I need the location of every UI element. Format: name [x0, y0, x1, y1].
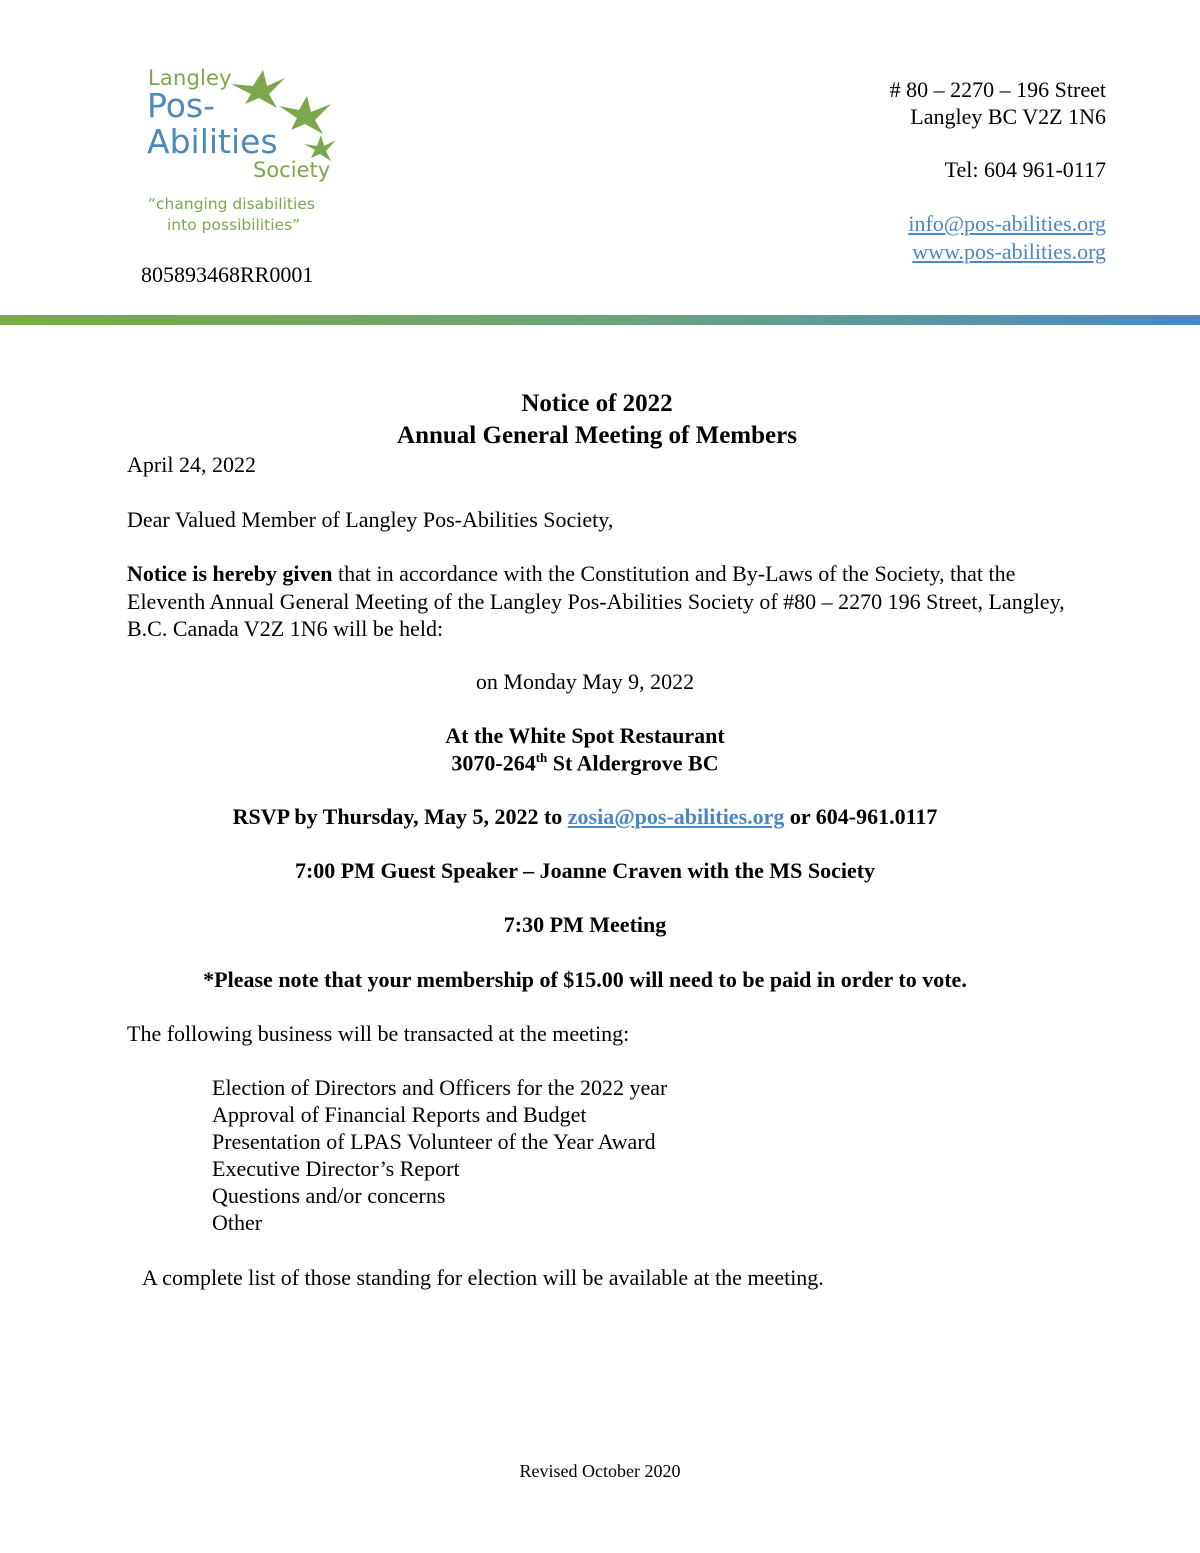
venue-line-1: At the White Spot Restaurant	[445, 723, 725, 748]
closing-statement: A complete list of those standing for election will be available at the meeting.	[142, 1265, 824, 1290]
meeting-date: on Monday May 9, 2022	[475, 669, 695, 694]
contact-links	[908, 210, 1106, 266]
venue-line-2	[0, 750, 1170, 776]
list-item: Election of Directors and Officers for the 2022 year	[212, 1075, 668, 1100]
guest-speaker: 7:00 PM Guest Speaker – Joanne Craven with the MS Society	[294, 858, 876, 883]
list-item: Executive Director’s Report	[212, 1156, 460, 1181]
membership-note: *Please note that your membership of $15.00 will need to be paid in order to vote.	[203, 967, 967, 992]
list-item: Other	[212, 1210, 263, 1235]
list-item: Questions and/or concerns	[212, 1183, 446, 1208]
venue-address-number: 3070-264	[451, 750, 536, 776]
logo-langley: Langley	[148, 66, 232, 90]
mailing-address	[890, 76, 1106, 130]
logo-tagline-2: into possibilities”	[167, 216, 301, 234]
society-logo	[145, 64, 345, 244]
logo-society: Society	[253, 158, 331, 182]
rsvp-line	[0, 804, 1170, 830]
rsvp-prefix: RSVP by Thursday, May 5, 2022 to	[232, 804, 568, 829]
bird-icon	[277, 94, 333, 136]
email-link[interactable]: info@pos-abilities.org	[908, 211, 1106, 236]
website-link[interactable]: www.pos-abilities.org	[912, 239, 1106, 264]
rsvp-email-link[interactable]: zosia@pos-abilities.org	[567, 804, 785, 829]
logo-tagline-1: “changing disabilities	[148, 195, 315, 213]
list-item: Approval of Financial Reports and Budget	[212, 1102, 587, 1127]
charity-number: 805893468RR0001	[141, 262, 314, 287]
telephone: Tel: 604 961-0117	[944, 157, 1106, 182]
intro-bold: Notice is hereby given	[127, 561, 333, 586]
intro-rest: that in accordance with the Constitution and By-Laws of the Society, that the Eleventh Annual General Meeting of the Langley Pos-Abilities Society of #80 – 2270 196 Street, Langley, B.C. Canada V2Z 1N6 will be held:	[127, 561, 1065, 641]
logo-pos: Pos-	[147, 86, 216, 125]
header-divider	[0, 315, 1200, 325]
notice-title-line-2: Annual General Meeting of Members	[397, 422, 797, 449]
intro-paragraph	[127, 560, 1087, 643]
meeting-time: 7:30 PM Meeting	[503, 912, 667, 937]
rsvp-suffix: or 604-961.0117	[784, 804, 938, 829]
bird-icon	[303, 134, 337, 162]
business-intro: The following business will be transacted at the meeting:	[127, 1021, 630, 1046]
venue-address-rest: St Aldergrove BC	[547, 750, 719, 776]
address-line-2: Langley BC V2Z 1N6	[910, 104, 1106, 129]
letter-date: April 24, 2022	[127, 452, 256, 477]
list-item: Presentation of LPAS Volunteer of the Year Award	[212, 1129, 656, 1154]
revision-footer: Revised October 2020	[519, 1461, 681, 1481]
salutation: Dear Valued Member of Langley Pos-Abilities Society,	[127, 507, 614, 532]
business-list	[212, 1074, 667, 1236]
venue-ordinal: th	[535, 750, 548, 765]
logo-abilities: Abilities	[147, 122, 278, 161]
notice-title-line-1: Notice of 2022	[521, 390, 673, 417]
address-line-1: # 80 – 2270 – 196 Street	[889, 77, 1106, 102]
